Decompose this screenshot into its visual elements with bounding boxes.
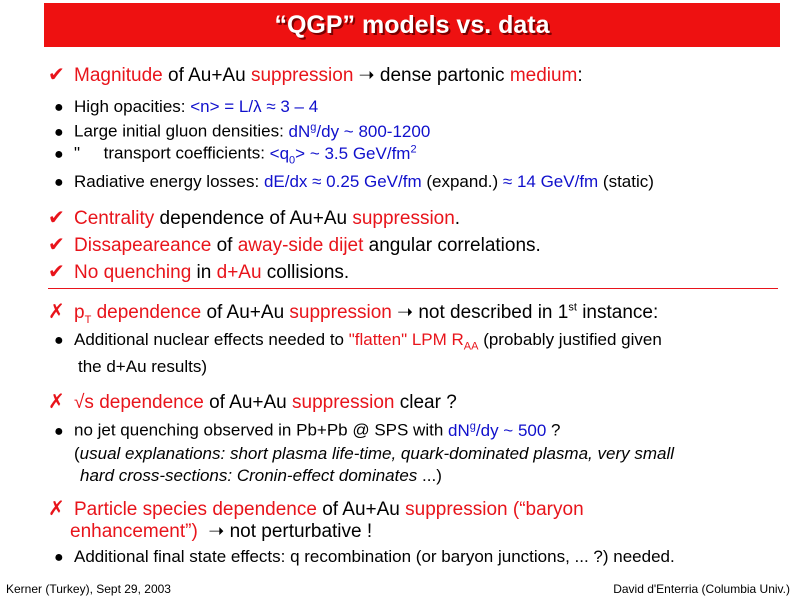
arrow-icon: ➝ bbox=[391, 302, 419, 323]
item-pt-dependence bbox=[48, 299, 658, 326]
text: enhancement”) bbox=[70, 521, 198, 542]
text: st bbox=[568, 301, 577, 314]
text: in bbox=[191, 262, 217, 283]
text: Centrality bbox=[74, 208, 155, 229]
text: ...) bbox=[417, 466, 442, 485]
text: 0 bbox=[289, 154, 296, 167]
text: dE/dx ≈ 0.25 GeV/fm bbox=[263, 172, 422, 191]
text: ? bbox=[546, 420, 561, 440]
text: Additional final state effects: q recombination (or baryon junctions, ... ?) needed. bbox=[74, 547, 675, 566]
text: . bbox=[454, 208, 461, 229]
text: (static) bbox=[598, 172, 654, 191]
cross-mark-icon: ✗ bbox=[48, 498, 65, 520]
text: dense partonic bbox=[379, 65, 510, 86]
bullet-nuclear-effects-cont bbox=[78, 357, 207, 377]
text: ≈ 14 GeV/fm bbox=[502, 172, 599, 191]
text: 2 bbox=[410, 143, 417, 155]
note-explanations-cont bbox=[80, 466, 442, 486]
text: > ~ 3.5 GeV/fm bbox=[295, 143, 411, 163]
text: " transport coefficients: bbox=[74, 143, 270, 163]
text: dependence of Au+Au bbox=[154, 208, 353, 229]
item-dijet bbox=[48, 232, 541, 257]
check-mark-icon: ✔ bbox=[48, 234, 65, 256]
bullet-final-state bbox=[50, 547, 675, 567]
text: "flatten" LPM R bbox=[348, 330, 464, 349]
text: T bbox=[84, 313, 92, 326]
bullet-dot-icon: ● bbox=[54, 145, 64, 163]
item-magnitude bbox=[48, 62, 583, 87]
bullet-dot-icon: ● bbox=[54, 332, 64, 349]
text: the d+Au results) bbox=[78, 357, 207, 376]
bullet-dot-icon: ● bbox=[54, 174, 64, 191]
bullet-dot-icon: ● bbox=[54, 99, 64, 116]
cross-mark-icon: ✗ bbox=[48, 301, 65, 323]
text: Particle species dependence bbox=[74, 499, 317, 520]
text: collisions. bbox=[261, 262, 350, 283]
bullet-sps bbox=[50, 420, 561, 441]
text: Large initial gluon densities: bbox=[74, 121, 289, 141]
text: of Au+Au bbox=[162, 65, 251, 86]
text: dN bbox=[448, 420, 470, 440]
text: Additional nuclear effects needed to bbox=[74, 330, 349, 349]
note-explanations bbox=[74, 444, 674, 464]
text: suppression bbox=[352, 208, 455, 229]
text: (expand.) bbox=[421, 172, 503, 191]
bullet-radiative bbox=[50, 172, 654, 192]
text: suppression bbox=[292, 392, 395, 413]
text: suppression bbox=[289, 302, 392, 323]
bullet-dot-icon: ● bbox=[54, 422, 64, 440]
item-particle-species-cont bbox=[70, 520, 372, 543]
title-bar bbox=[44, 3, 780, 47]
cross-mark-icon: ✗ bbox=[48, 391, 65, 413]
text: suppression bbox=[250, 65, 354, 86]
bullet-dot-icon: ● bbox=[54, 123, 64, 141]
text: d+Au bbox=[216, 262, 262, 283]
text: of Au+Au bbox=[203, 392, 293, 413]
item-particle-species bbox=[48, 496, 584, 521]
text: /dy ~ 500 bbox=[475, 420, 547, 440]
arrow-icon: ➝ bbox=[197, 521, 230, 542]
bullet-opacities bbox=[50, 97, 318, 117]
text: medium bbox=[509, 65, 578, 86]
text: Dissapeareance bbox=[74, 235, 212, 256]
text: not perturbative ! bbox=[229, 521, 373, 542]
text: angular correlations. bbox=[363, 235, 541, 256]
bullet-transport bbox=[50, 143, 417, 166]
divider bbox=[48, 288, 778, 289]
text: dependence bbox=[91, 302, 202, 323]
item-sqrt-s bbox=[48, 389, 457, 414]
text: not described in 1 bbox=[418, 302, 569, 323]
text: Radiative energy losses: bbox=[74, 172, 264, 191]
check-mark-icon: ✔ bbox=[48, 64, 65, 86]
text: hard cross-sections: Cronin-effect dominates bbox=[80, 466, 418, 485]
text: ( bbox=[74, 444, 80, 463]
check-mark-icon: ✔ bbox=[48, 207, 65, 229]
text: of Au+Au bbox=[201, 302, 290, 323]
text: √s dependence bbox=[74, 392, 204, 413]
text: no jet quenching observed in Pb+Pb @ SPS with bbox=[74, 420, 449, 440]
item-no-quenching bbox=[48, 259, 349, 284]
text: of bbox=[211, 235, 238, 256]
text: dN bbox=[288, 121, 311, 141]
bullet-nuclear-effects bbox=[50, 330, 662, 352]
text: High opacities: bbox=[74, 97, 191, 116]
footer-right: David d'Enterria (Columbia Univ.) bbox=[613, 582, 790, 596]
bullet-gluon bbox=[50, 121, 430, 142]
arrow-icon: ➝ bbox=[353, 65, 380, 86]
text: of Au+Au bbox=[316, 499, 406, 520]
text: <n> = L/λ ≈ 3 – 4 bbox=[190, 97, 319, 116]
text: away-side dijet bbox=[237, 235, 364, 256]
text: suppression (“baryon bbox=[405, 499, 584, 520]
text: (probably justified given bbox=[478, 330, 662, 349]
text: g bbox=[310, 121, 317, 133]
text: AA bbox=[463, 340, 479, 353]
bullet-dot-icon: ● bbox=[54, 549, 64, 566]
text: <q bbox=[269, 143, 290, 163]
text: : bbox=[577, 65, 583, 86]
text-magnitude: Magnitude bbox=[74, 65, 163, 86]
footer-left: Kerner (Turkey), Sept 29, 2003 bbox=[6, 582, 171, 596]
text: /dy ~ 800-1200 bbox=[316, 121, 431, 141]
check-mark-icon: ✔ bbox=[48, 261, 65, 283]
text: clear ? bbox=[394, 392, 457, 413]
text: instance: bbox=[576, 302, 659, 323]
slide-title: “QGP” models vs. data bbox=[274, 10, 550, 39]
text: usual explanations: short plasma life-time, quark-dominated plasma, very small bbox=[79, 444, 674, 463]
text: g bbox=[469, 420, 476, 432]
text: No quenching bbox=[74, 262, 192, 283]
item-centrality bbox=[48, 205, 460, 230]
text: p bbox=[74, 302, 85, 323]
